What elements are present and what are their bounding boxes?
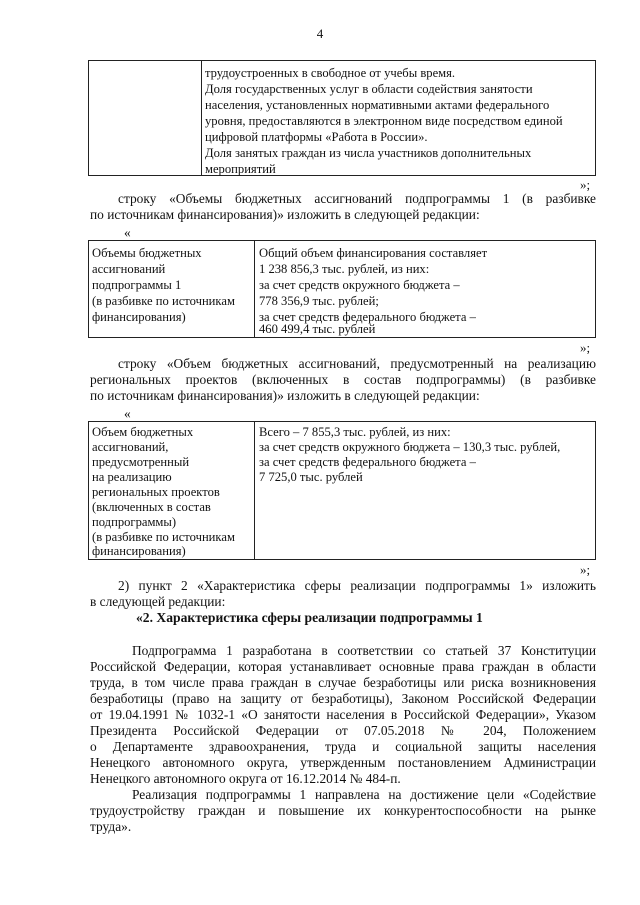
table-budget-allocations [88,240,596,338]
closing-quote: »; [580,177,591,192]
opening-quote: « [124,225,131,240]
paragraph-line: Подпрограмма 1 разработана в соответствии со статьей 37 Конституции [132,643,596,658]
table-cell-line: 7 725,0 тыс. рублей [259,470,363,484]
table-cell-line: подпрограммы) [92,515,177,529]
paragraph-line: 2) пункт 2 «Характеристика сферы реализации подпрограммы 1» изложить [118,578,596,593]
table-cell-line: финансирования) [92,310,186,324]
table-cell-line: (включенных в состав [92,500,211,514]
table-cell-line: трудоустроенных в свободное от учебы время. [205,66,456,80]
paragraph-line: Российской Федерации, которая устанавливает основные права граждан в области [90,659,596,674]
page-number: 4 [316,26,324,41]
paragraph-line: безработицы (право на защиту от безработицы), Законом Российской Федерации [90,691,596,706]
table-cell-line: финансирования) [92,544,186,558]
table-regional-projects [88,421,596,560]
table-cell-line: Объем бюджетных [92,425,194,439]
paragraph-line: региональных проектов (включенных в состав подпрограммы) (в разбивке [90,372,596,387]
paragraph-line: в следующей редакции: [90,594,226,609]
paragraph-line: от 19.04.1991 № 1032-1 «О занятости населения в Российской Федерации», Указом [90,707,596,722]
paragraph-line: Ненецкого автономного округа от 16.12.2014 № 484-п. [90,771,401,786]
table-cell-line: Доля государственных услуг в области содействия занятости [205,82,533,96]
table-cell-line: подпрограммы 1 [92,278,182,292]
paragraph-line: по источникам финансирования)» изложить в следующей редакции: [90,207,480,222]
table-targets-continuation [88,60,596,176]
table-cell-line: за счет средств федерального бюджета – [259,310,476,324]
table-cell-line: предусмотренный [92,455,190,469]
table-cell-line: Общий объем финансирования составляет [259,246,488,260]
table-cell-line: мероприятий [205,162,276,176]
opening-quote: « [124,406,131,421]
paragraph-line: строку «Объемы бюджетных ассигнований подпрограммы 1 (в разбивке [118,191,596,206]
table-cell-line: региональных проектов [92,485,220,499]
paragraph-line: по источникам финансирования)» изложить в следующей редакции: [90,388,480,403]
section-heading: «2. Характеристика сферы реализации подпрограммы 1 [136,610,483,625]
table-cell-line: Всего – 7 855,3 тыс. рублей, из них: [259,425,451,439]
closing-quote: »; [580,340,591,355]
paragraph-line: труда, в том числе права граждан в случае безработицы или риска возникновения [90,675,596,690]
paragraph-line: о Департаменте здравоохранения, труда и социальной защиты населения [90,739,596,754]
table-column-divider [254,422,255,559]
table-cell-line: 778 356,9 тыс. рублей; [259,294,379,308]
paragraph-line: Реализация подпрограммы 1 направлена на достижение цели «Содействие [132,787,596,802]
table-column-divider [254,241,255,337]
table-cell-line: населения, установленных нормативными актами федерального [205,98,550,112]
table-cell-line: ассигнований, [92,440,169,454]
table-cell-line: уровня, предоставляются в электронном виде посредством единой [205,114,563,128]
paragraph-line: трудоустройству граждан и повышение их конкурентоспособности на рынке [90,803,596,818]
table-column-divider [201,61,202,175]
table-cell-line: цифровой платформы «Работа в России». [205,130,428,144]
paragraph-line: строку «Объем бюджетных ассигнований, предусмотренный на реализацию [118,356,596,371]
table-cell-line: за счет средств окружного бюджета – [259,278,460,292]
table-cell-line: 1 238 856,3 тыс. рублей, из них: [259,262,430,276]
paragraph-line: труда». [90,819,132,834]
table-cell-line: на реализацию [92,470,172,484]
table-cell-line: Доля занятых граждан из числа участников дополнительных [205,146,532,160]
table-cell-line: за счет средств федерального бюджета – [259,455,476,469]
table-cell-line: (в разбивке по источникам [92,294,235,308]
closing-quote: »; [580,562,591,577]
table-cell-line: за счет средств окружного бюджета – 130,3 тыс. рублей, [259,440,561,454]
paragraph-line: Ненецкого автономного округа, утвержденным постановлением Администрации [90,755,596,770]
table-cell-line: 460 499,4 тыс. рублей [259,322,376,336]
table-cell-line: ассигнований [92,262,166,276]
table-cell-line: Объемы бюджетных [92,246,202,260]
table-cell-line: (в разбивке по источникам [92,530,235,544]
paragraph-line: Президента Российской Федерации от 07.05.2018 № 204, Положением [90,723,596,738]
